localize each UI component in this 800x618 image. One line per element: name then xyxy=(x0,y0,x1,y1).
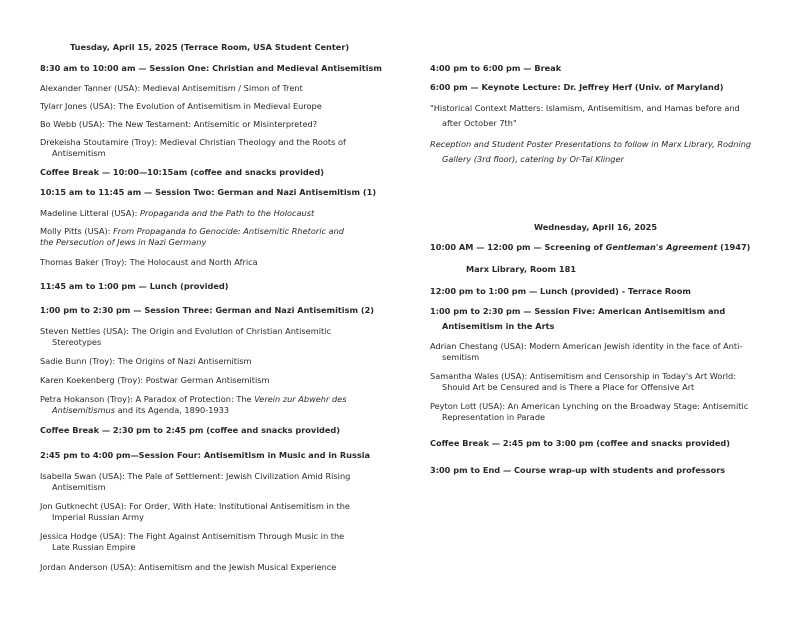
screening-film: Gentleman's Agreement xyxy=(605,242,718,252)
talk-hokanson xyxy=(40,394,346,406)
session1-title: 8:30 am to 10:00 am — Session One: Christian and Medieval Antisemitism xyxy=(40,63,382,73)
keynote-title-cont: after October 7th" xyxy=(442,118,517,128)
coffee-break-day2: Coffee Break — 2:45 pm to 3:00 pm (coffee and snacks provided) xyxy=(430,438,731,448)
reception-note: Reception and Student Poster Presentations to follow in Marx Library, Rodning xyxy=(430,139,752,149)
screening-time: 10:00 AM — 12:00 pm — Screening of xyxy=(430,242,606,252)
talk-pitts-cont: the Persecution of Jews in Nazi Germany xyxy=(40,237,207,247)
keynote-lecture: 6:00 pm — Keynote Lecture: Dr. Jeffrey Herf (Univ. of Maryland) xyxy=(430,82,724,92)
session4-title: 2:45 pm to 4:00 pm—Session Four: Antisemitism in Music and in Russia xyxy=(40,450,371,460)
talk-hokanson-speaker: Petra Hokanson (Troy): A Paradox of Protection: The xyxy=(40,394,255,404)
talk-chestang: Adrian Chestang (USA): Modern American Jewish identity in the face of Anti- xyxy=(430,341,743,351)
talk-gutknecht: Jon Gutknecht (USA): For Order, With Hate: Institutional Antisemitism in the xyxy=(40,501,350,511)
coffee-break-1: Coffee Break — 10:00—10:15am (coffee and snacks provided) xyxy=(40,167,324,177)
talk-lott-cont: Representation in Parade xyxy=(442,412,546,422)
day1-header: Tuesday, April 15, 2025 (Terrace Room, USA Student Center) xyxy=(70,42,350,52)
keynote-title: "Historical Context Matters: Islamism, Antisemitism, and Hamas before and xyxy=(430,103,740,113)
talk-hokanson-date: and its Agenda, 1890-1933 xyxy=(115,405,230,415)
talk-nettles-cont: Stereotypes xyxy=(52,337,102,347)
talk-anderson: Jordan Anderson (USA): Antisemitism and the Jewish Musical Experience xyxy=(40,562,337,572)
talk-litteral-speaker: Madeline Litteral (USA): xyxy=(40,208,140,218)
talk-hokanson-cont xyxy=(40,405,229,417)
talk-bunn: Sadie Bunn (Troy): The Origins of Nazi Antisemitism xyxy=(40,356,252,366)
talk-swan-cont: Antisemitism xyxy=(52,482,106,492)
talk-litteral xyxy=(40,208,314,220)
talk-wales-cont: Should Art be Censured and is There a Place for Offensive Art xyxy=(442,382,695,392)
day2-header: Wednesday, April 16, 2025 xyxy=(534,222,658,232)
screening-year: (1947) xyxy=(717,242,751,252)
screening xyxy=(430,242,750,254)
session3-title: 1:00 pm to 2:30 pm — Session Three: German and Nazi Antisemitism (2) xyxy=(40,305,375,315)
talk-litteral-title: Propaganda and the Path to the Holocaust xyxy=(139,208,315,218)
talk-baker: Thomas Baker (Troy): The Holocaust and North Africa xyxy=(40,257,258,267)
lunch-day2: 12:00 pm to 1:00 pm — Lunch (provided) - Terrace Room xyxy=(430,286,691,296)
talk-koekenberg: Karen Koekenberg (Troy): Postwar German Antisemitism xyxy=(40,375,270,385)
talk-gutknecht-cont: Imperial Russian Army xyxy=(52,512,144,522)
talk-tanner: Alexander Tanner (USA): Medieval Antisemitism / Simon of Trent xyxy=(40,83,303,93)
talk-wales: Samantha Wales (USA): Antisemitism and Censorship in Today's Art World: xyxy=(430,371,737,381)
talk-pitts-speaker: Molly Pitts (USA): xyxy=(40,226,114,236)
talk-jones: Tylarr Jones (USA): The Evolution of Antisemitism in Medieval Europe xyxy=(40,101,322,111)
talk-hodge: Jessica Hodge (USA): The Fight Against Antisemitism Through Music in the xyxy=(40,531,345,541)
session2-title: 10:15 am to 11:45 am — Session Two: German and Nazi Antisemitism (1) xyxy=(40,187,377,197)
coffee-break-2: Coffee Break — 2:30 pm to 2:45 pm (coffee and snacks provided) xyxy=(40,425,341,435)
session5-title-cont: Antisemitism in the Arts xyxy=(442,321,555,331)
talk-lott: Peyton Lott (USA): An American Lynching on the Broadway Stage: Antisemitic xyxy=(430,401,749,411)
talk-stoutamire: Drekeisha Stoutamire (Troy): Medieval Christian Theology and the Roots of xyxy=(40,137,346,147)
talk-hodge-cont: Late Russian Empire xyxy=(52,542,136,552)
lunch-day1: 11:45 am to 1:00 pm — Lunch (provided) xyxy=(40,281,229,291)
talk-pitts xyxy=(40,226,344,238)
talk-nettles: Steven Nettles (USA): The Origin and Evolution of Christian Antisemitic xyxy=(40,326,331,336)
screening-room: Marx Library, Room 181 xyxy=(466,264,577,274)
talk-hokanson-title: Verein zur Abwehr des xyxy=(254,394,347,404)
talk-chestang-cont: semitism xyxy=(442,352,480,362)
talk-stoutamire-cont: Antisemitism xyxy=(52,148,106,158)
talk-swan: Isabella Swan (USA): The Pale of Settlement: Jewish Civilization Amid Rising xyxy=(40,471,351,481)
afternoon-break: 4:00 pm to 6:00 pm — Break xyxy=(430,63,562,73)
talk-pitts-title: From Propaganda to Genocide: Antisemitic Rhetoric and xyxy=(113,226,344,236)
talk-webb: Bo Webb (USA): The New Testament: Antisemitic or Misinterpreted? xyxy=(40,119,318,129)
talk-hokanson-title-cont: Antisemitismus xyxy=(52,405,116,415)
reception-note-cont: Gallery (3rd floor), catering by Or-Tal Klinger xyxy=(442,154,624,164)
course-wrap-up: 3:00 pm to End — Course wrap-up with students and professors xyxy=(430,465,726,475)
session5-title: 1:00 pm to 2:30 pm — Session Five: American Antisemitism and xyxy=(430,306,726,316)
